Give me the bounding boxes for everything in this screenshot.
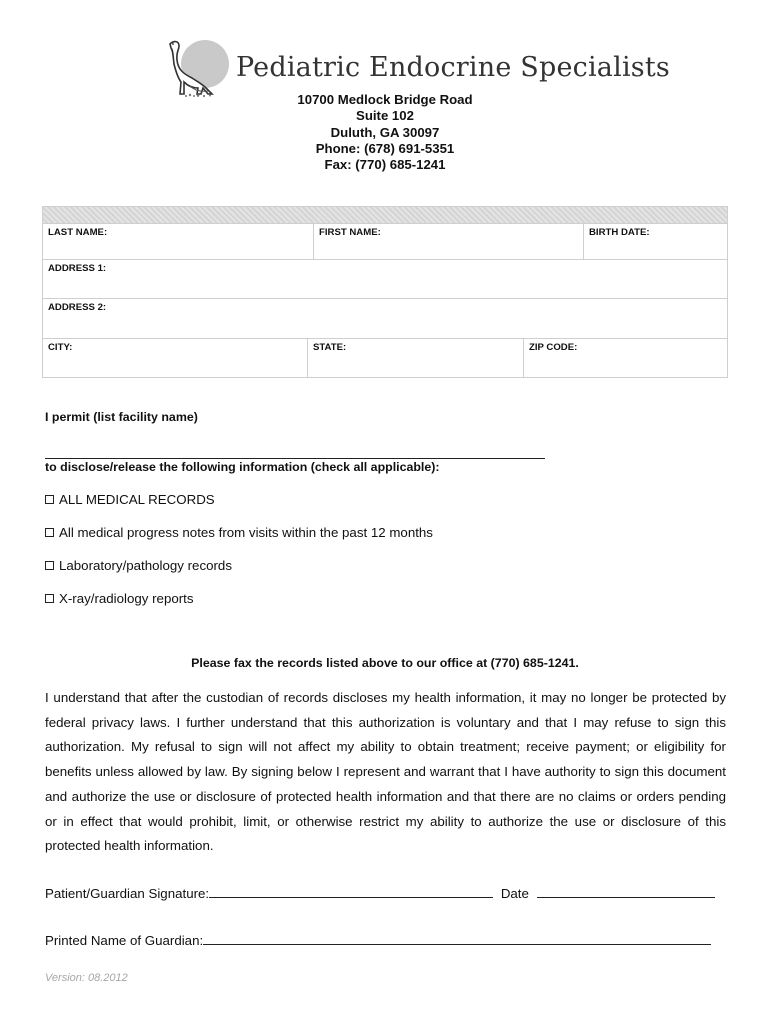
checklist-item[interactable] — [45, 525, 433, 540]
checklist-item[interactable] — [45, 558, 232, 573]
signature-label: Patient/Guardian Signature: — [45, 886, 210, 901]
name-row — [43, 223, 727, 260]
table-header-shading — [43, 207, 727, 224]
address1-row — [43, 259, 727, 299]
zip-code-field[interactable] — [523, 338, 727, 378]
first-name-label: FIRST NAME: — [319, 227, 381, 238]
address2-field[interactable] — [43, 298, 727, 338]
address-line-2: Suite 102 — [356, 108, 414, 124]
signature-field[interactable] — [209, 885, 493, 898]
patient-info-table — [42, 206, 728, 378]
city-row — [43, 338, 727, 378]
address1-field[interactable] — [43, 259, 727, 298]
address2-label: ADDRESS 2: — [48, 302, 107, 313]
printed-name-label: Printed Name of Guardian: — [45, 933, 204, 948]
birth-date-field[interactable] — [583, 223, 727, 259]
city-label: CITY: — [48, 342, 73, 353]
version-label: Version: 08.2012 — [45, 972, 128, 984]
checkbox-icon[interactable] — [45, 528, 54, 537]
authorization-statement: I understand that after the custodian of records discloses my health information, it may no longer be protected by federal privacy laws. I further understand that this authorization is voluntary and that I may refuse to sign this authorization. My refusal to sign will not affect my ability to obtain treatment; receive payment; or eligibility for benefits unless allowed by law. By signing below I represent and warrant that I have authority to sign this document and authorize the use or disclosure of protected health information and that there are no claims or orders pending or in effect that would prohibit, limit, or otherwise restrict my ability to authorize the use or disclosure of this protected health information. — [45, 690, 726, 854]
checkbox-icon[interactable] — [45, 594, 54, 603]
fax-number: Fax: (770) 685-1241 — [324, 157, 446, 173]
state-field[interactable] — [307, 338, 524, 378]
checklist-item-label: Laboratory/pathology records — [59, 558, 232, 573]
checklist-item-label: X-ray/radiology reports — [59, 591, 194, 606]
first-name-field[interactable] — [313, 223, 584, 259]
zip-code-label: ZIP CODE: — [529, 342, 578, 353]
birth-date-label: BIRTH DATE: — [589, 227, 650, 238]
facility-name-line[interactable] — [45, 446, 545, 459]
address-block — [0, 92, 770, 173]
address-city-state: Duluth, GA 30097 — [330, 124, 440, 140]
checkbox-icon[interactable] — [45, 561, 54, 570]
organization-name: Pediatric Endocrine Specialists — [236, 52, 670, 83]
city-field[interactable] — [43, 338, 307, 378]
checklist-item[interactable] — [45, 591, 194, 606]
dinosaur-logo-icon — [162, 38, 234, 100]
last-name-field[interactable] — [43, 223, 308, 259]
date-label: Date — [500, 886, 529, 901]
checklist-item-label: All medical progress notes from visits within the past 12 months — [59, 525, 433, 540]
checklist-item-label: ALL MEDICAL RECORDS — [59, 492, 215, 507]
printed-name-row — [45, 932, 711, 948]
last-name-label: LAST NAME: — [48, 227, 108, 238]
state-label: STATE: — [313, 342, 347, 353]
fax-instructions: Please fax the records listed above to our office at (770) 685-1241. — [191, 656, 579, 670]
address-line-1: 10700 Medlock Bridge Road — [297, 92, 473, 107]
checklist-item[interactable] — [45, 492, 215, 507]
disclose-label: to disclose/release the following information (check all applicable): — [45, 460, 440, 474]
permit-label: I permit (list facility name) — [45, 410, 198, 424]
address2-row — [43, 298, 727, 339]
address1-label: ADDRESS 1: — [48, 263, 107, 274]
checkbox-icon[interactable] — [45, 495, 54, 504]
printed-name-field[interactable] — [203, 932, 711, 945]
date-field[interactable] — [537, 885, 715, 898]
phone-number: Phone: (678) 691-5351 — [315, 140, 455, 156]
signature-row — [45, 885, 715, 901]
